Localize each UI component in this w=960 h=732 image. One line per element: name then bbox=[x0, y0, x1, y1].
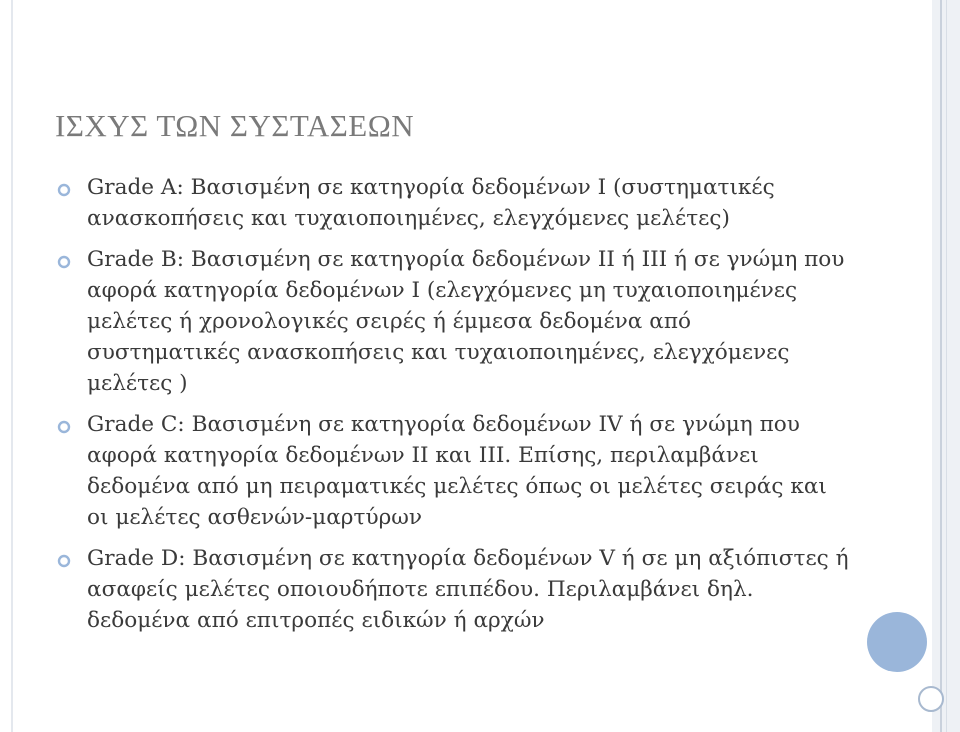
bullet-list bbox=[55, 172, 850, 646]
right-band-line-thin bbox=[946, 0, 947, 732]
left-border-line bbox=[11, 0, 13, 732]
bullet-grade-b bbox=[55, 244, 850, 399]
bullet-grade-c bbox=[55, 409, 850, 533]
bullet-grade-d bbox=[55, 543, 850, 636]
bullet-text: Grade B: Βασισμένη σε κατηγορία δεδομένων ΙΙ ή ΙΙΙ ή σε γνώμη που αφορά κατηγορία δεδομένων Ι (ελεγχόμενες μη τυχαιοποιημένες μελέτες ή χρονολογικές σειρές ή έμμεσα δεδομένα από συστηματικές ανασκοπήσεις και τυχαιοποιημένες, ελεγχόμενες μελέτες ) bbox=[87, 247, 845, 396]
ring-bullet-icon bbox=[57, 420, 71, 434]
right-band-line bbox=[940, 0, 942, 732]
decorative-circle-large bbox=[867, 612, 927, 672]
bullet-text: Grade A: Βασισμένη σε κατηγορία δεδομένων Ι (συστηματικές ανασκοπήσεις και τυχαιοποιημένες, ελεγχόμενες μελέτες) bbox=[87, 175, 775, 231]
decorative-circle-small bbox=[918, 686, 944, 712]
ring-bullet-icon bbox=[57, 554, 71, 568]
bullet-text: Grade C: Βασισμένη σε κατηγορία δεδομένων ΙV ή σε γνώμη που αφορά κατηγορία δεδομένων ΙΙ και ΙΙΙ. Επίσης, περιλαμβάνει δεδομένα από μη πειραματικές μελέτες όπως οι μελέτες σειράς και οι μελέτες ασθενών-μαρτύρων bbox=[87, 412, 827, 530]
bullet-grade-a bbox=[55, 172, 850, 234]
ring-bullet-icon bbox=[57, 183, 71, 197]
slide-title: ΙΣΧΥΣ ΤΩΝ ΣΥΣΤΑΣΕΩΝ bbox=[55, 108, 415, 143]
bullet-text: Grade D: Βασισμένη σε κατηγορία δεδομένων V ή σε μη αξιόπιστες ή ασαφείς μελέτες οποιουδήποτε επιπέδου. Περιλαμβάνει δηλ. δεδομένα από επιτροπές ειδικών ή αρχών bbox=[87, 546, 849, 633]
ring-bullet-icon bbox=[57, 255, 71, 269]
